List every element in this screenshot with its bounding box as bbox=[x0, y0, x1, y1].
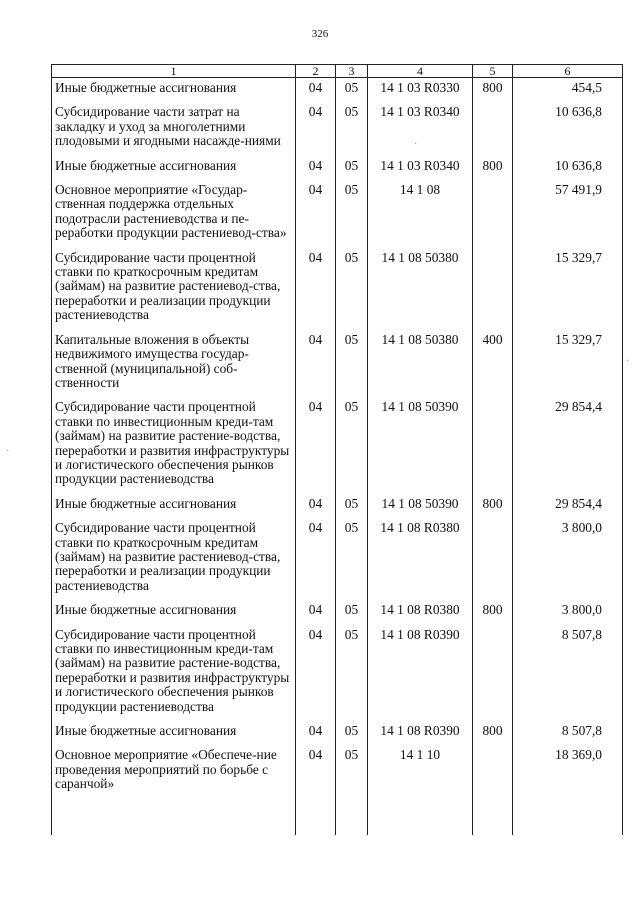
empty-cell bbox=[368, 799, 473, 835]
section-code: 04 bbox=[296, 248, 336, 330]
subsection-code: 05 bbox=[336, 600, 368, 624]
expense-type-code: 800 bbox=[473, 600, 513, 624]
empty-cell bbox=[513, 799, 623, 835]
section-code: 04 bbox=[296, 330, 336, 398]
expense-type-code: 800 bbox=[473, 78, 513, 103]
target-article-code: 14 1 08 R0380 bbox=[368, 518, 473, 600]
empty-cell bbox=[296, 799, 336, 835]
table-row bbox=[52, 102, 623, 155]
column-header: 2 bbox=[296, 65, 336, 78]
table-row bbox=[52, 78, 623, 103]
amount-value: 10 636,8 bbox=[513, 102, 623, 155]
empty-cell bbox=[473, 799, 513, 835]
item-name: Субсидирование части процентной ставки по краткосрочным кредитам (займам) на развитие растениевод-ства, переработки и реализации продукции растениеводства bbox=[52, 248, 296, 330]
column-header: 3 bbox=[336, 65, 368, 78]
expense-type-code bbox=[473, 102, 513, 155]
expense-type-code: 400 bbox=[473, 330, 513, 398]
expense-type-code: 800 bbox=[473, 494, 513, 518]
section-code: 04 bbox=[296, 721, 336, 745]
item-name: Основное мероприятие «Государ-ственная поддержка отдельных подотрасли растениеводства и пе-реработки продукции растениевод-ства» bbox=[52, 180, 296, 248]
scan-speck: · bbox=[626, 356, 630, 367]
target-article-code: 14 1 03 R0340 bbox=[368, 102, 473, 155]
item-name: Основное мероприятие «Обеспече-ние проведения мероприятий по борьбе с саранчой» bbox=[52, 745, 296, 798]
target-article-code: 14 1 08 50380 bbox=[368, 248, 473, 330]
table-header bbox=[52, 65, 623, 78]
table-row bbox=[52, 721, 623, 745]
column-header: 4 bbox=[368, 65, 473, 78]
amount-value: 15 329,7 bbox=[513, 248, 623, 330]
table-row bbox=[52, 745, 623, 798]
item-name: Субсидирование части затрат на закладку и уход за многолетними плодовыми и ягодными насажде-ниями bbox=[52, 102, 296, 155]
section-code: 04 bbox=[296, 745, 336, 798]
subsection-code: 05 bbox=[336, 625, 368, 721]
section-code: 04 bbox=[296, 625, 336, 721]
section-code: 04 bbox=[296, 494, 336, 518]
subsection-code: 05 bbox=[336, 397, 368, 493]
amount-value: 8 507,8 bbox=[513, 625, 623, 721]
expense-type-code bbox=[473, 180, 513, 248]
table-row bbox=[52, 600, 623, 624]
budget-table bbox=[51, 64, 623, 835]
target-article-code: 14 1 08 50390 bbox=[368, 397, 473, 493]
scan-speck: · bbox=[414, 139, 418, 150]
expense-type-code bbox=[473, 625, 513, 721]
table-continuation bbox=[52, 799, 623, 835]
table-row bbox=[52, 248, 623, 330]
item-name: Иные бюджетные ассигнования bbox=[52, 78, 296, 103]
subsection-code: 05 bbox=[336, 330, 368, 398]
section-code: 04 bbox=[296, 78, 336, 103]
empty-cell bbox=[52, 799, 296, 835]
subsection-code: 05 bbox=[336, 102, 368, 155]
section-code: 04 bbox=[296, 102, 336, 155]
table-row bbox=[52, 494, 623, 518]
target-article-code: 14 1 08 50390 bbox=[368, 494, 473, 518]
target-article-code: 14 1 08 R0380 bbox=[368, 600, 473, 624]
subsection-code: 05 bbox=[336, 721, 368, 745]
item-name: Иные бюджетные ассигнования bbox=[52, 156, 296, 180]
amount-value: 15 329,7 bbox=[513, 330, 623, 398]
table-body bbox=[52, 78, 623, 835]
amount-value: 10 636,8 bbox=[513, 156, 623, 180]
expense-type-code bbox=[473, 248, 513, 330]
expense-type-code bbox=[473, 397, 513, 493]
amount-value: 454,5 bbox=[513, 78, 623, 103]
table-row bbox=[52, 180, 623, 248]
empty-cell bbox=[336, 799, 368, 835]
target-article-code: 14 1 03 R0340 bbox=[368, 156, 473, 180]
amount-value: 57 491,9 bbox=[513, 180, 623, 248]
table-row bbox=[52, 330, 623, 398]
target-article-code: 14 1 10 bbox=[368, 745, 473, 798]
item-name: Иные бюджетные ассигнования bbox=[52, 494, 296, 518]
target-article-code: 14 1 08 bbox=[368, 180, 473, 248]
subsection-code: 05 bbox=[336, 180, 368, 248]
table-row bbox=[52, 518, 623, 600]
subsection-code: 05 bbox=[336, 518, 368, 600]
subsection-code: 05 bbox=[336, 78, 368, 103]
amount-value: 3 800,0 bbox=[513, 600, 623, 624]
item-name: Иные бюджетные ассигнования bbox=[52, 600, 296, 624]
section-code: 04 bbox=[296, 518, 336, 600]
page-number: 326 bbox=[311, 28, 329, 40]
table-row bbox=[52, 397, 623, 493]
column-header: 6 bbox=[513, 65, 623, 78]
subsection-code: 05 bbox=[336, 156, 368, 180]
section-code: 04 bbox=[296, 180, 336, 248]
amount-value: 3 800,0 bbox=[513, 518, 623, 600]
expense-type-code bbox=[473, 745, 513, 798]
target-article-code: 14 1 03 R0330 bbox=[368, 78, 473, 103]
target-article-code: 14 1 08 R0390 bbox=[368, 721, 473, 745]
section-code: 04 bbox=[296, 156, 336, 180]
subsection-code: 05 bbox=[336, 745, 368, 798]
item-name: Капитальные вложения в объекты недвижимого имущества государ-ственной (муниципальной) соб-ственности bbox=[52, 330, 296, 398]
column-header: 5 bbox=[473, 65, 513, 78]
header-row bbox=[52, 65, 623, 78]
scan-speck: · bbox=[6, 446, 10, 457]
item-name: Субсидирование части процентной ставки по инвестиционным креди-там (займам) на развитие растение-водства, переработки и развития инфраструктуры и логистического обеспечения рынков продукции растениеводства bbox=[52, 625, 296, 721]
expense-type-code: 800 bbox=[473, 721, 513, 745]
table-row bbox=[52, 625, 623, 721]
subsection-code: 05 bbox=[336, 494, 368, 518]
subsection-code: 05 bbox=[336, 248, 368, 330]
expense-type-code bbox=[473, 518, 513, 600]
target-article-code: 14 1 08 R0390 bbox=[368, 625, 473, 721]
section-code: 04 bbox=[296, 397, 336, 493]
expense-type-code: 800 bbox=[473, 156, 513, 180]
amount-value: 8 507,8 bbox=[513, 721, 623, 745]
amount-value: 29 854,4 bbox=[513, 397, 623, 493]
table-row bbox=[52, 156, 623, 180]
amount-value: 29 854,4 bbox=[513, 494, 623, 518]
amount-value: 18 369,0 bbox=[513, 745, 623, 798]
column-header: 1 bbox=[52, 65, 296, 78]
item-name: Субсидирование части процентной ставки по краткосрочным кредитам (займам) на развитие растениевод-ства, переработки и реализации продукции растениеводства bbox=[52, 518, 296, 600]
item-name: Иные бюджетные ассигнования bbox=[52, 721, 296, 745]
item-name: Субсидирование части процентной ставки по инвестиционным креди-там (займам) на развитие растение-водства, переработки и развития инфраструктуры и логистического обеспечения рынков продукции растениеводства bbox=[52, 397, 296, 493]
section-code: 04 bbox=[296, 600, 336, 624]
target-article-code: 14 1 08 50380 bbox=[368, 330, 473, 398]
